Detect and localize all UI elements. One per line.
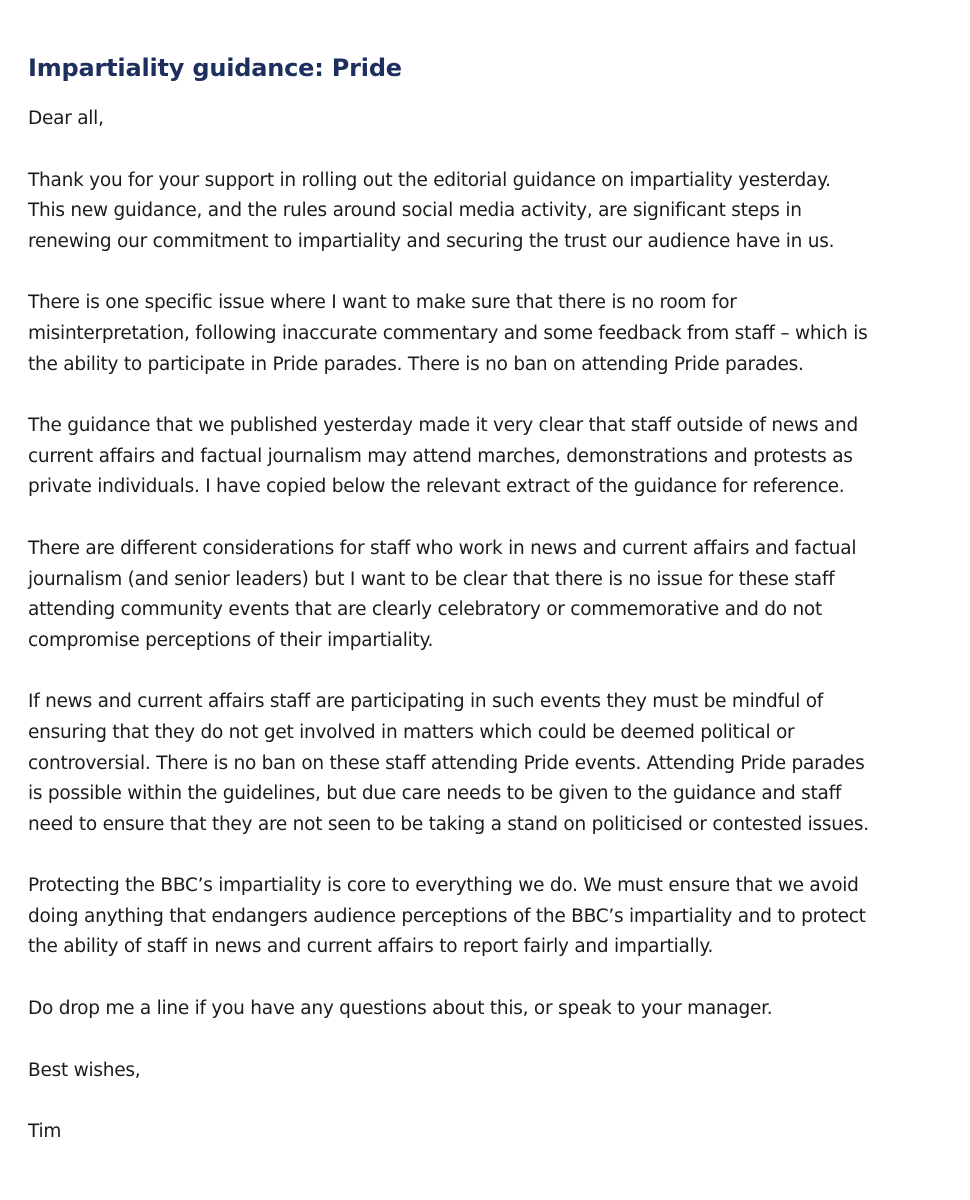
paragraph-published-guidance: The guidance that we published yesterday made it very clear that staff outside of news and current affairs and factual journalism may attend marches, demonstrations and protests as private individuals. I have copied below the relevant extract of the guidance for reference. xyxy=(28,415,858,498)
signature: Tim xyxy=(28,1121,62,1143)
paragraph-protecting-impartiality: Protecting the BBC’s impartiality is core to everything we do. We must ensure that we avoid doing anything that endangers audience perceptions of the BBC’s impartiality and to protect the ability of staff in news and current affairs to report fairly and impartially. xyxy=(28,875,866,958)
paragraph-news-staff: If news and current affairs staff are participating in such events they must be mindful of ensuring that they do not get involved in matters which could be deemed political or controversial. There is no ban on these staff attending Pride events. Attending Pride parades is possible within the guidelines, but due care needs to be given to the guidance and staff need to ensure that they are not seen to be taking a stand on politicised or contested issues. xyxy=(28,691,869,835)
greeting: Dear all, xyxy=(28,108,104,129)
paragraph-thanks: Thank you for your support in rolling out the editorial guidance on impartiality yesterday. This new guidance, and the rules around social media activity, are significant steps in renewing our commitment to impartiality and securing the trust our audience have in us. xyxy=(28,169,835,252)
paragraph-specific-issue: There is one specific issue where I want to make sure that there is no room for misinterpretation, following inaccurate commentary and some feedback from staff – which is the ability to participate in Pride parades. There is no ban on attending Pride parades. xyxy=(28,292,868,375)
paragraph-different-considerations: There are different considerations for staff who work in news and current affairs and factual journalism (and senior leaders) but I want to be clear that there is no issue for these staff attending community events that are clearly celebratory or commemorative and do not compromise perceptions of their impartiality. xyxy=(28,537,857,651)
email-document xyxy=(28,52,958,1179)
document-title: Impartiality guidance: Pride xyxy=(28,54,402,82)
signoff: Best wishes, xyxy=(28,1059,141,1081)
paragraph-contact: Do drop me a line if you have any questions about this, or speak to your manager. xyxy=(28,998,773,1020)
